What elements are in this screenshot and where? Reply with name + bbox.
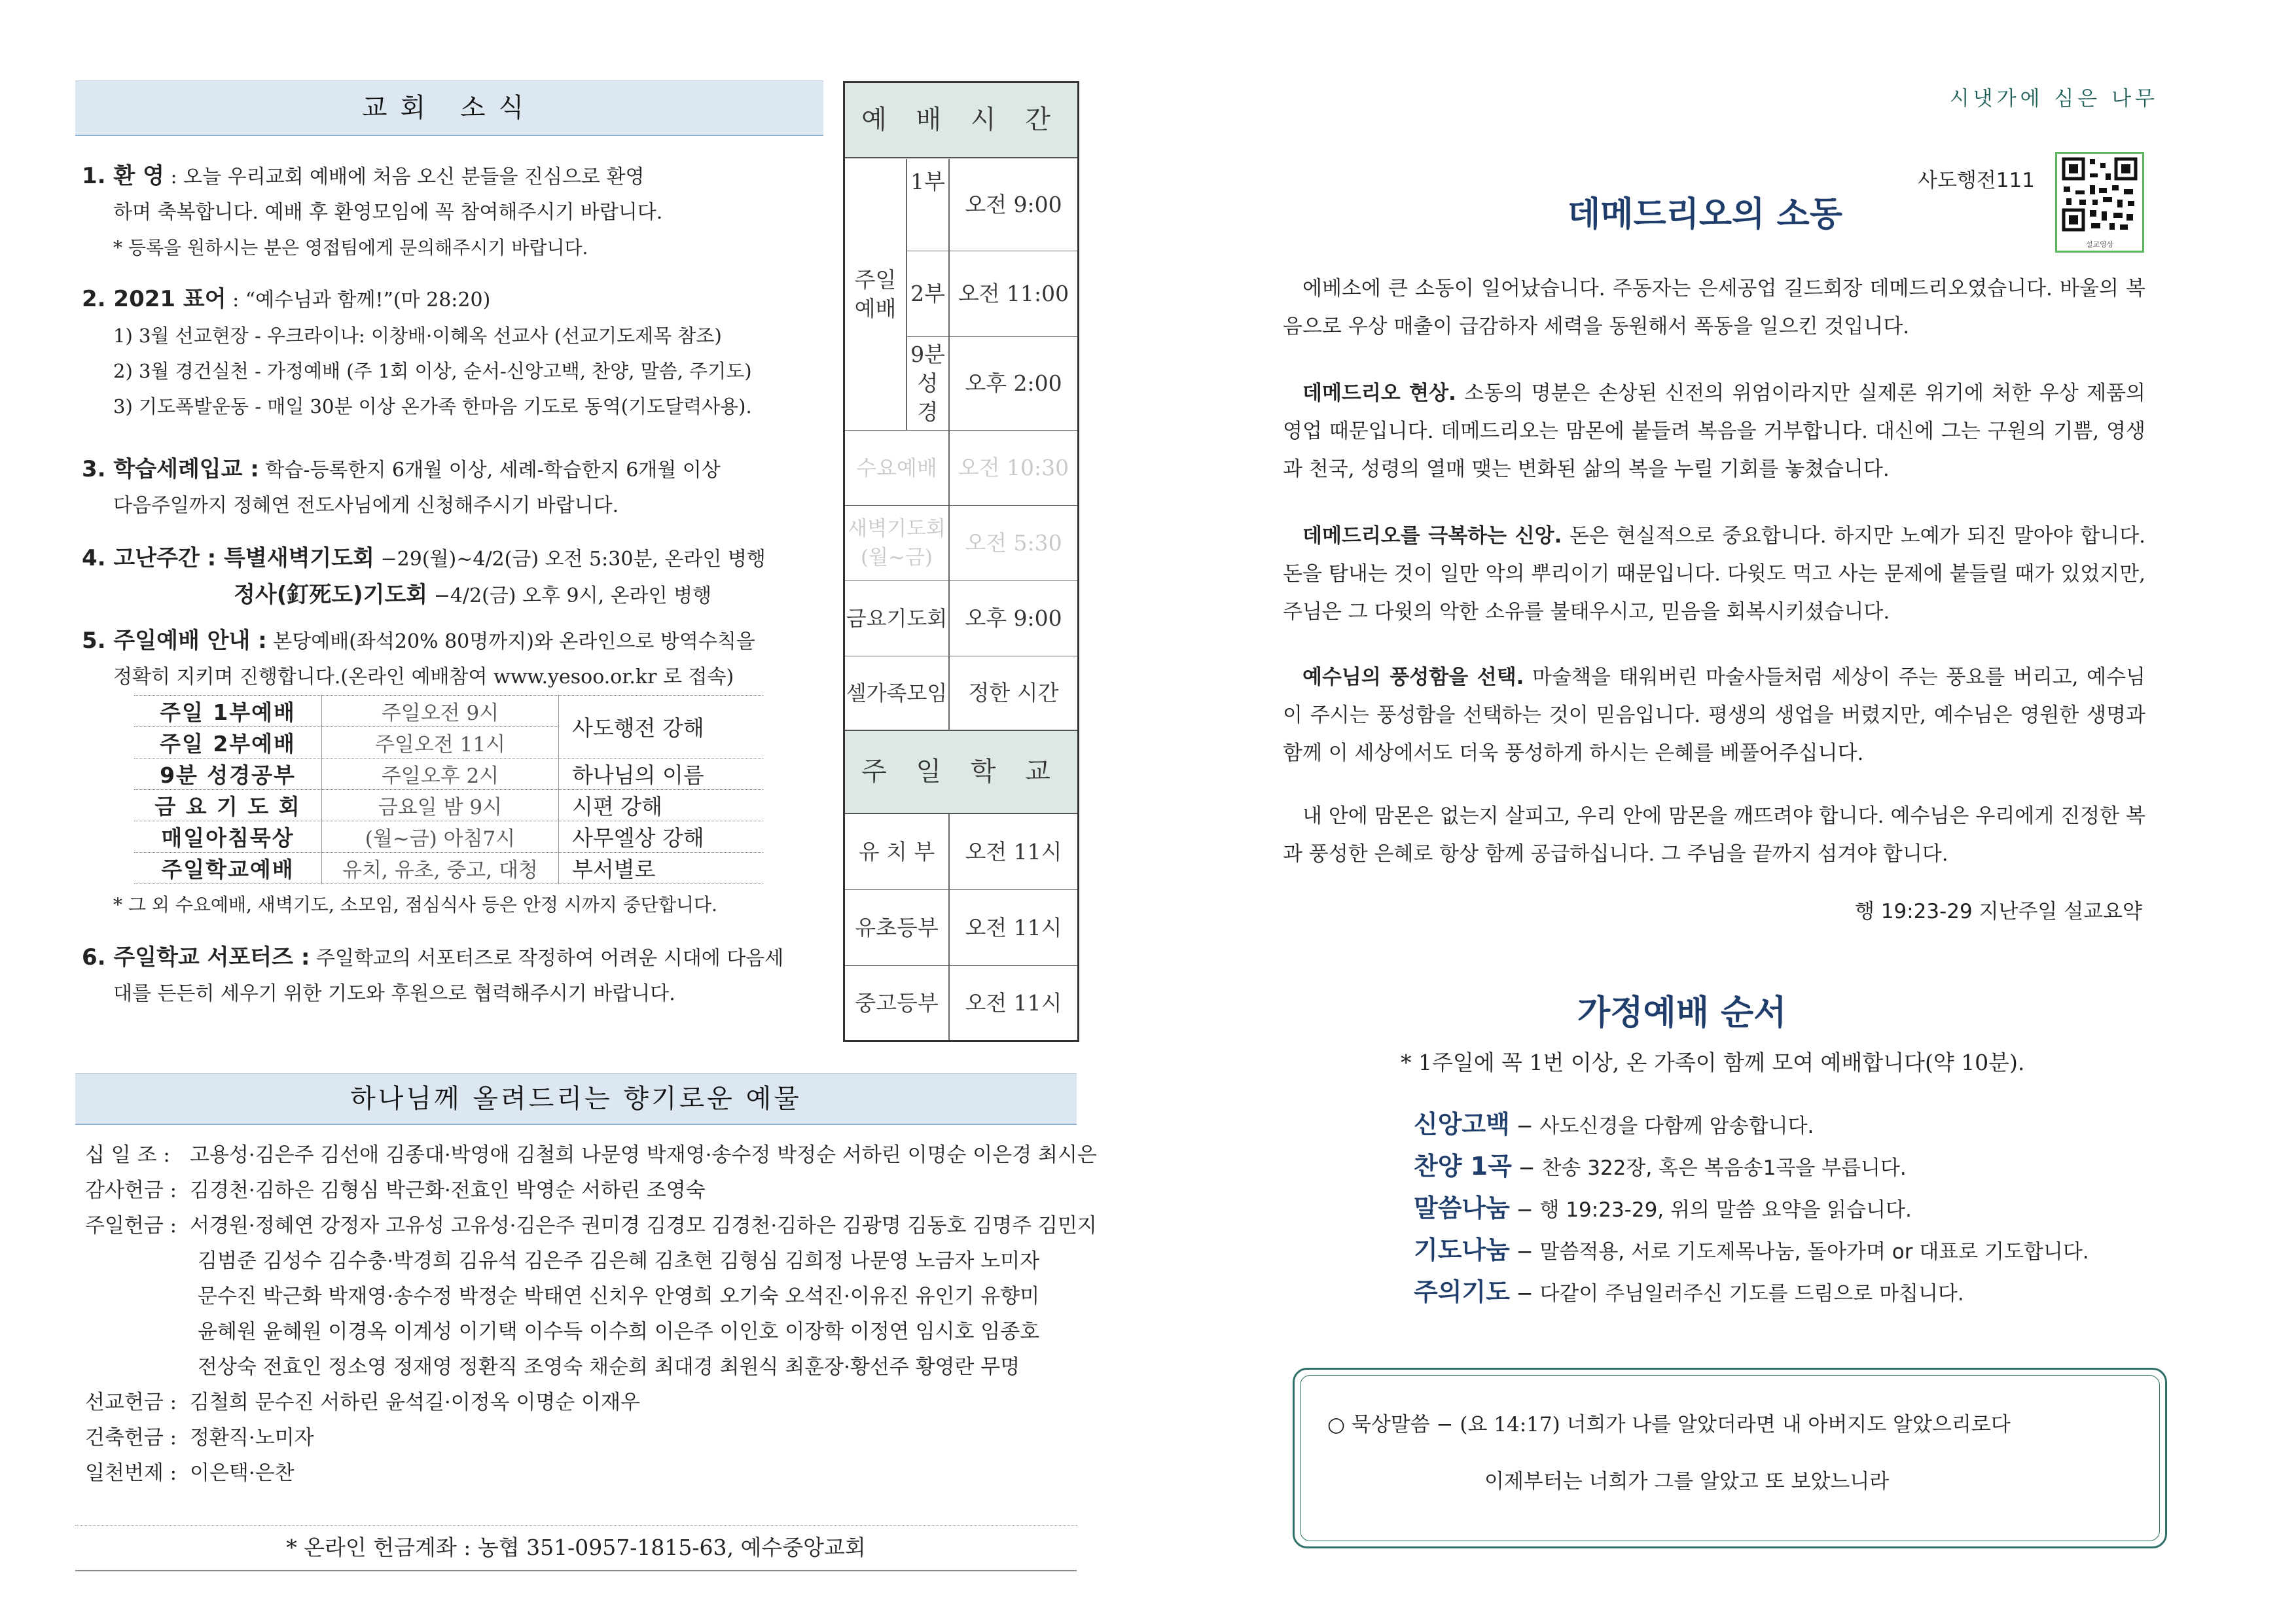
qr-caption: 설교영상 (2085, 240, 2114, 249)
other-service-time: 정한 시간 (968, 680, 1059, 705)
sermon-paragraph-lead: 데메드리오 현상. (1302, 382, 1456, 405)
offering-names: 정환직·노미자 (190, 1426, 314, 1450)
offering-label: 선교헌금 : (85, 1391, 177, 1414)
offering-row-mission (85, 1385, 1080, 1420)
step-text: − 말씀적용, 서로 기도제목나눔, 돌아가며 or 대표로 기도합니다. (1509, 1240, 2089, 1264)
sermon-paragraph (1283, 658, 2145, 772)
offering-row-thanks (85, 1173, 1080, 1208)
news-item-note: * 등록을 원하시는 분은 영접팀에게 문의해주시기 바랍니다. (113, 237, 588, 259)
news-item-supporters (82, 940, 818, 1012)
school-dept-label: 중고등부 (855, 990, 939, 1016)
schedule-name: 주일학교예배 (134, 853, 322, 884)
offering-names: 김경천·김하은 김형심 박근화·전효인 박영순 서하린 조영숙 (190, 1179, 706, 1202)
step-text: − 찬송 322장, 혹은 복음송1곡을 부릅니다. (1511, 1156, 1907, 1180)
news-item-sunday-service (82, 623, 818, 695)
step-label: 신앙고백 (1414, 1110, 1510, 1139)
other-service-label: 셀가족모임 (846, 681, 948, 705)
news-item-text: 본당예배(좌석20% 80명까지)와 온라인으로 방역수칙을 (273, 630, 755, 653)
sermon-paragraph (1283, 517, 2145, 631)
worship-row-time: 오전 11:00 (958, 281, 1069, 306)
other-service-time: 오전 5:30 (965, 530, 1062, 556)
news-item-text: 학습-등록한지 6개월 이상, 세례-학습한지 6개월 이상 (265, 459, 721, 482)
news-item-baptism (82, 452, 818, 524)
news-item-text: : 오늘 우리교회 예배에 처음 오신 분들을 진심으로 환영 (170, 166, 645, 188)
meditation-verse-line-2: 이제부터는 너희가 그를 알았고 또 보았느니라 (1484, 1470, 1890, 1493)
bulletin-section-title: 시냇가에 심은 나무 (1949, 87, 2159, 111)
offering-names: 윤혜원 윤혜원 이경옥 이계성 이기택 이수득 이수희 이은주 이인호 이장학 이정연 임시호 임종호 (198, 1320, 1040, 1344)
school-dept-label: 유 치 부 (858, 838, 935, 865)
qr-pattern (2057, 154, 2142, 236)
offering-names: 문수진 박근화 박재영·송수정 박정순 박태연 신치우 안영희 오기숙 오석진·이유진 유인기 유향미 (198, 1285, 1040, 1308)
news-item-closure-note (82, 887, 818, 923)
offering-row-tithe (85, 1137, 1097, 1173)
school-dept-time: 오전 11시 (965, 838, 1062, 865)
news-item-number: 6. 주일학교 서포터즈 : (82, 944, 310, 971)
schedule-name: 매일아침묵상 (134, 821, 322, 853)
offering-label: 십 일 조 : (85, 1143, 170, 1167)
family-worship-note: * 1주일에 꼭 1번 이상, 온 가족이 함께 모여 예배합니다(약 10분). (1401, 1050, 2025, 1075)
worship-row-time: 오후 2:00 (965, 370, 1062, 396)
schedule-table (134, 695, 762, 884)
other-service-label: 새벽기도회 (월~금) (848, 517, 946, 569)
news-item-number: 4. 고난주간 : 특별새벽기도회 (82, 545, 374, 571)
table-row (134, 696, 762, 727)
sermon-paragraph-text: 내 안에 맘몬은 없는지 살피고, 우리 안에 맘몬을 깨뜨려야 합니다. 예수님은 우리에게 진정한 복과 풍성한 은혜로 항상 함께 공급하십니다. 그 주님을 끝까지 섬겨야 합니다. (1283, 804, 2145, 866)
offering-row-building (85, 1420, 1080, 1455)
schedule-desc: 사무엘상 강해 (559, 821, 763, 853)
news-item-number: 5. 주일예배 안내 : (82, 628, 267, 654)
schedule-time: 주일오후 2시 (322, 758, 559, 790)
sermon-paragraph-text: 소동의 명분은 손상된 신전의 위엄이라지만 실제론 위기에 처한 우상 제품의 영업 때문입니다. 데메드리오는 맘몬에 붙들려 복음을 거부합니다. 대신에 그는 구원의 기쁨, 영생과 천국, 성령의 열매 맺는 변화된 삶의 복을 누릴 기회를 놓쳤습니다. (1283, 382, 2145, 481)
step-label: 주의기도 (1414, 1277, 1510, 1306)
offering-names: 이은택·은찬 (190, 1461, 295, 1485)
family-worship-step (1414, 1272, 1964, 1313)
offering-names: 김범준 김성수 김수충·박경희 김유석 김은주 김은혜 김초현 김형심 김희정 나문영 노금자 노미자 (198, 1249, 1040, 1273)
sermon-paragraph-text: 에베소에 큰 소동이 일어났습니다. 주동자는 은세공업 길드회장 데메드리오였습니다. 바울의 복음으로 우상 매출이 급감하자 세력을 동원해서 폭동을 일으킨 것입니다. (1283, 277, 2145, 338)
news-item-continuation: 정확히 지키며 진행합니다.(온라인 예배참여 www.yesoo.or.kr 로 접속) (113, 666, 734, 688)
school-dept-time: 오전 11시 (965, 990, 1062, 1016)
sermon-paragraph-text: 마술책을 태워버린 마술사들처럼 세상이 주는 풍요를 버리고, 예수님이 주시는 풍성함을 선택하는 것이 믿음입니다. 평생의 생업을 버렸지만, 예수님은 영원한 생명과 함께 이 세상에서도 더욱 풍성하게 하시는 은혜를 베풀어주십니다. (1283, 666, 2145, 765)
offering-label: 일천번제 : (85, 1461, 177, 1485)
family-worship-step (1414, 1147, 1907, 1188)
news-heading: 교회 소식 (75, 80, 823, 136)
worship-row-time: 오전 9:00 (965, 192, 1062, 217)
step-text: − 사도신경을 다함께 암송합니다. (1509, 1115, 1814, 1138)
offerings-heading: 하나님께 올려드리는 향기로운 예물 (75, 1073, 1077, 1125)
other-service-label: 수요예배 (856, 455, 937, 480)
news-sub-item: 3) 기도폭발운동 - 매일 30분 이상 온가족 한마음 기도로 동역(기도달력사용). (113, 395, 752, 418)
schedule-time: 금요일 밤 9시 (322, 790, 559, 821)
offering-row-thousand (85, 1455, 1080, 1491)
schedule-desc: 하나님의 이름 (559, 758, 763, 790)
family-worship-step (1414, 1188, 1912, 1230)
step-label: 기도나눔 (1414, 1236, 1510, 1264)
worship-row-label: 1부 (910, 169, 945, 194)
news-item-text: : “예수님과 함께!”(마 28:20) (232, 289, 491, 312)
schedule-desc: 시편 강해 (559, 790, 763, 821)
sermon-paragraph-lead: 예수님의 풍성함을 선택. (1302, 666, 1524, 689)
schedule-name: 금 요 기 도 회 (134, 790, 322, 821)
news-item-number: 2. 2021 표어 (82, 286, 226, 312)
offering-label: 주일헌금 : (85, 1214, 177, 1238)
step-text: − 행 19:23-29, 위의 말씀 요약을 읽습니다. (1509, 1198, 1912, 1222)
news-item-number: 1. 환 영 (82, 163, 164, 189)
family-worship-step (1414, 1230, 2089, 1272)
schedule-desc: 사도행전 강해 (559, 696, 763, 758)
offering-names: 전상숙 전효인 정소영 정재영 정환직 조영숙 채순희 최대경 최원식 최훈장·황선주 황영란 무명 (198, 1355, 1020, 1379)
worship-row-label: 9분 성경 (910, 342, 945, 425)
news-sub-item: 2) 3월 경건실천 - 가정예배 (주 1회 이상, 순서-신앙고백, 찬양, 말씀, 주기도) (113, 360, 752, 382)
school-dept-label: 유초등부 (855, 914, 939, 940)
step-label: 말씀나눔 (1414, 1194, 1510, 1222)
news-sub-item: 1) 3월 선교현장 - 우크라이나: 이창배·이혜옥 선교사 (선교기도제목 참조) (113, 325, 722, 347)
step-text: − 다같이 주님일러주신 기도를 드림으로 마칩니다. (1509, 1282, 1964, 1306)
news-item-passion-week (82, 541, 818, 614)
news-item-text: −4/2(금) 오후 9시, 온라인 병행 (433, 584, 712, 607)
news-item-motto (82, 281, 818, 424)
schedule-name: 주일 1부예배 (134, 696, 322, 727)
sunday-worship-label: 주일 예배 (854, 267, 897, 321)
news-item-note: * 그 외 수요예배, 새벽기도, 소모임, 점심식사 등은 안정 시까지 중단합니다. (113, 894, 718, 916)
family-worship-step (1414, 1105, 1814, 1146)
table-row (134, 790, 762, 821)
online-offering-account: * 온라인 헌금계좌 : 농협 351-0957-1815-63, 예수중앙교회 (75, 1525, 1077, 1571)
sermon-title: 데메드리오의 소동 (1568, 195, 1842, 234)
step-label: 찬양 1곡 (1414, 1152, 1512, 1181)
news-item-text: −29(월)~4/2(금) 오전 5:30분, 온라인 병행 (380, 548, 766, 571)
sermon-paragraph (1283, 374, 2145, 488)
worship-row-label: 2부 (910, 281, 945, 306)
schedule-desc: 부서별로 (559, 853, 763, 884)
schedule-name: 9분 성경공부 (134, 758, 322, 790)
news-item-number: 3. 학습세례입교 : (82, 456, 259, 482)
worship-times-box (843, 81, 1079, 1042)
sermon-paragraph (1283, 270, 2145, 346)
sunday-school-heading: 주 일 학 교 (845, 730, 1077, 814)
table-row (134, 821, 762, 853)
other-service-time: 오전 10:30 (958, 455, 1069, 480)
news-item-continuation: 하며 축복합니다. 예배 후 환영모임에 꼭 참여해주시기 바랍니다. (113, 201, 663, 224)
offering-label: 감사헌금 : (85, 1179, 177, 1202)
news-item-welcome (82, 158, 818, 266)
offering-names: 김철희 문수진 서하린 윤석길·이정옥 이명순 이재우 (190, 1391, 640, 1414)
meditation-verse-line-1: ○ 묵상말씀 − (요 14:17) 너희가 나를 알았더라면 내 아버지도 알았으리로다 (1327, 1413, 2011, 1436)
schedule-time: 주일오전 9시 (322, 696, 559, 727)
schedule-name: 주일 2부예배 (134, 727, 322, 758)
scripture-reference: 사도행전111 (1918, 169, 2035, 192)
schedule-time: (월~금) 아침7시 (322, 821, 559, 853)
offering-row-sunday (85, 1208, 1097, 1243)
schedule-time: 주일오전 11시 (322, 727, 559, 758)
worship-times-heading: 예 배 시 간 (845, 83, 1077, 158)
other-service-label: 금요기도회 (846, 606, 948, 631)
news-item-continuation: 대를 든든히 세우기 위한 기도와 후원으로 협력해주시기 바랍니다. (113, 982, 675, 1005)
sermon-paragraph-lead: 데메드리오를 극복하는 신앙. (1302, 524, 1562, 548)
qr-code-icon[interactable] (2055, 152, 2144, 253)
offering-names: 서경원·정혜연 강정자 고유성 고유성·김은주 권미경 김경모 김경천·김하은 김광명 김동호 김명주 김민지 (190, 1214, 1097, 1238)
school-dept-time: 오전 11시 (965, 914, 1062, 940)
other-service-time: 오후 9:00 (965, 605, 1062, 631)
sermon-source: 행 19:23-29 지난주일 설교요약 (1854, 900, 2142, 923)
sermon-paragraph (1283, 797, 2145, 873)
table-row (134, 853, 762, 884)
meditation-box (1293, 1368, 2167, 1548)
schedule-time: 유치, 유초, 중고, 대청 (322, 853, 559, 884)
news-item-continuation: 다음주일까지 정혜연 전도사님에게 신청해주시기 바랍니다. (113, 494, 619, 517)
news-item-text: 주일학교의 서포터즈로 작정하여 어려운 시대에 다음세 (315, 947, 784, 970)
offering-names: 고용성·김은주 김선애 김종대·박영애 김철희 나문영 박재영·송수정 박정순 서하린 이명순 이은경 최시은 (190, 1143, 1097, 1167)
family-worship-title: 가정예배 순서 (1577, 993, 1787, 1033)
table-row (134, 758, 762, 790)
news-item-subtitle: 정사(釘死도)기도회 (234, 582, 428, 608)
sermon-paragraph-text: 돈은 현실적으로 중요합니다. 하지만 노예가 되진 말아야 합니다. 돈을 탐내는 것이 일만 악의 뿌리이기 때문입니다. 다윗도 먹고 사는 문제에 붙들릴 때가 있었지만, 주님은 그 다윗의 악한 소유를 불태우시고, 믿음을 회복시키셨습니다. (1283, 524, 2145, 624)
meditation-box-inner-border (1300, 1375, 2160, 1541)
offering-label: 건축헌금 : (85, 1426, 177, 1450)
